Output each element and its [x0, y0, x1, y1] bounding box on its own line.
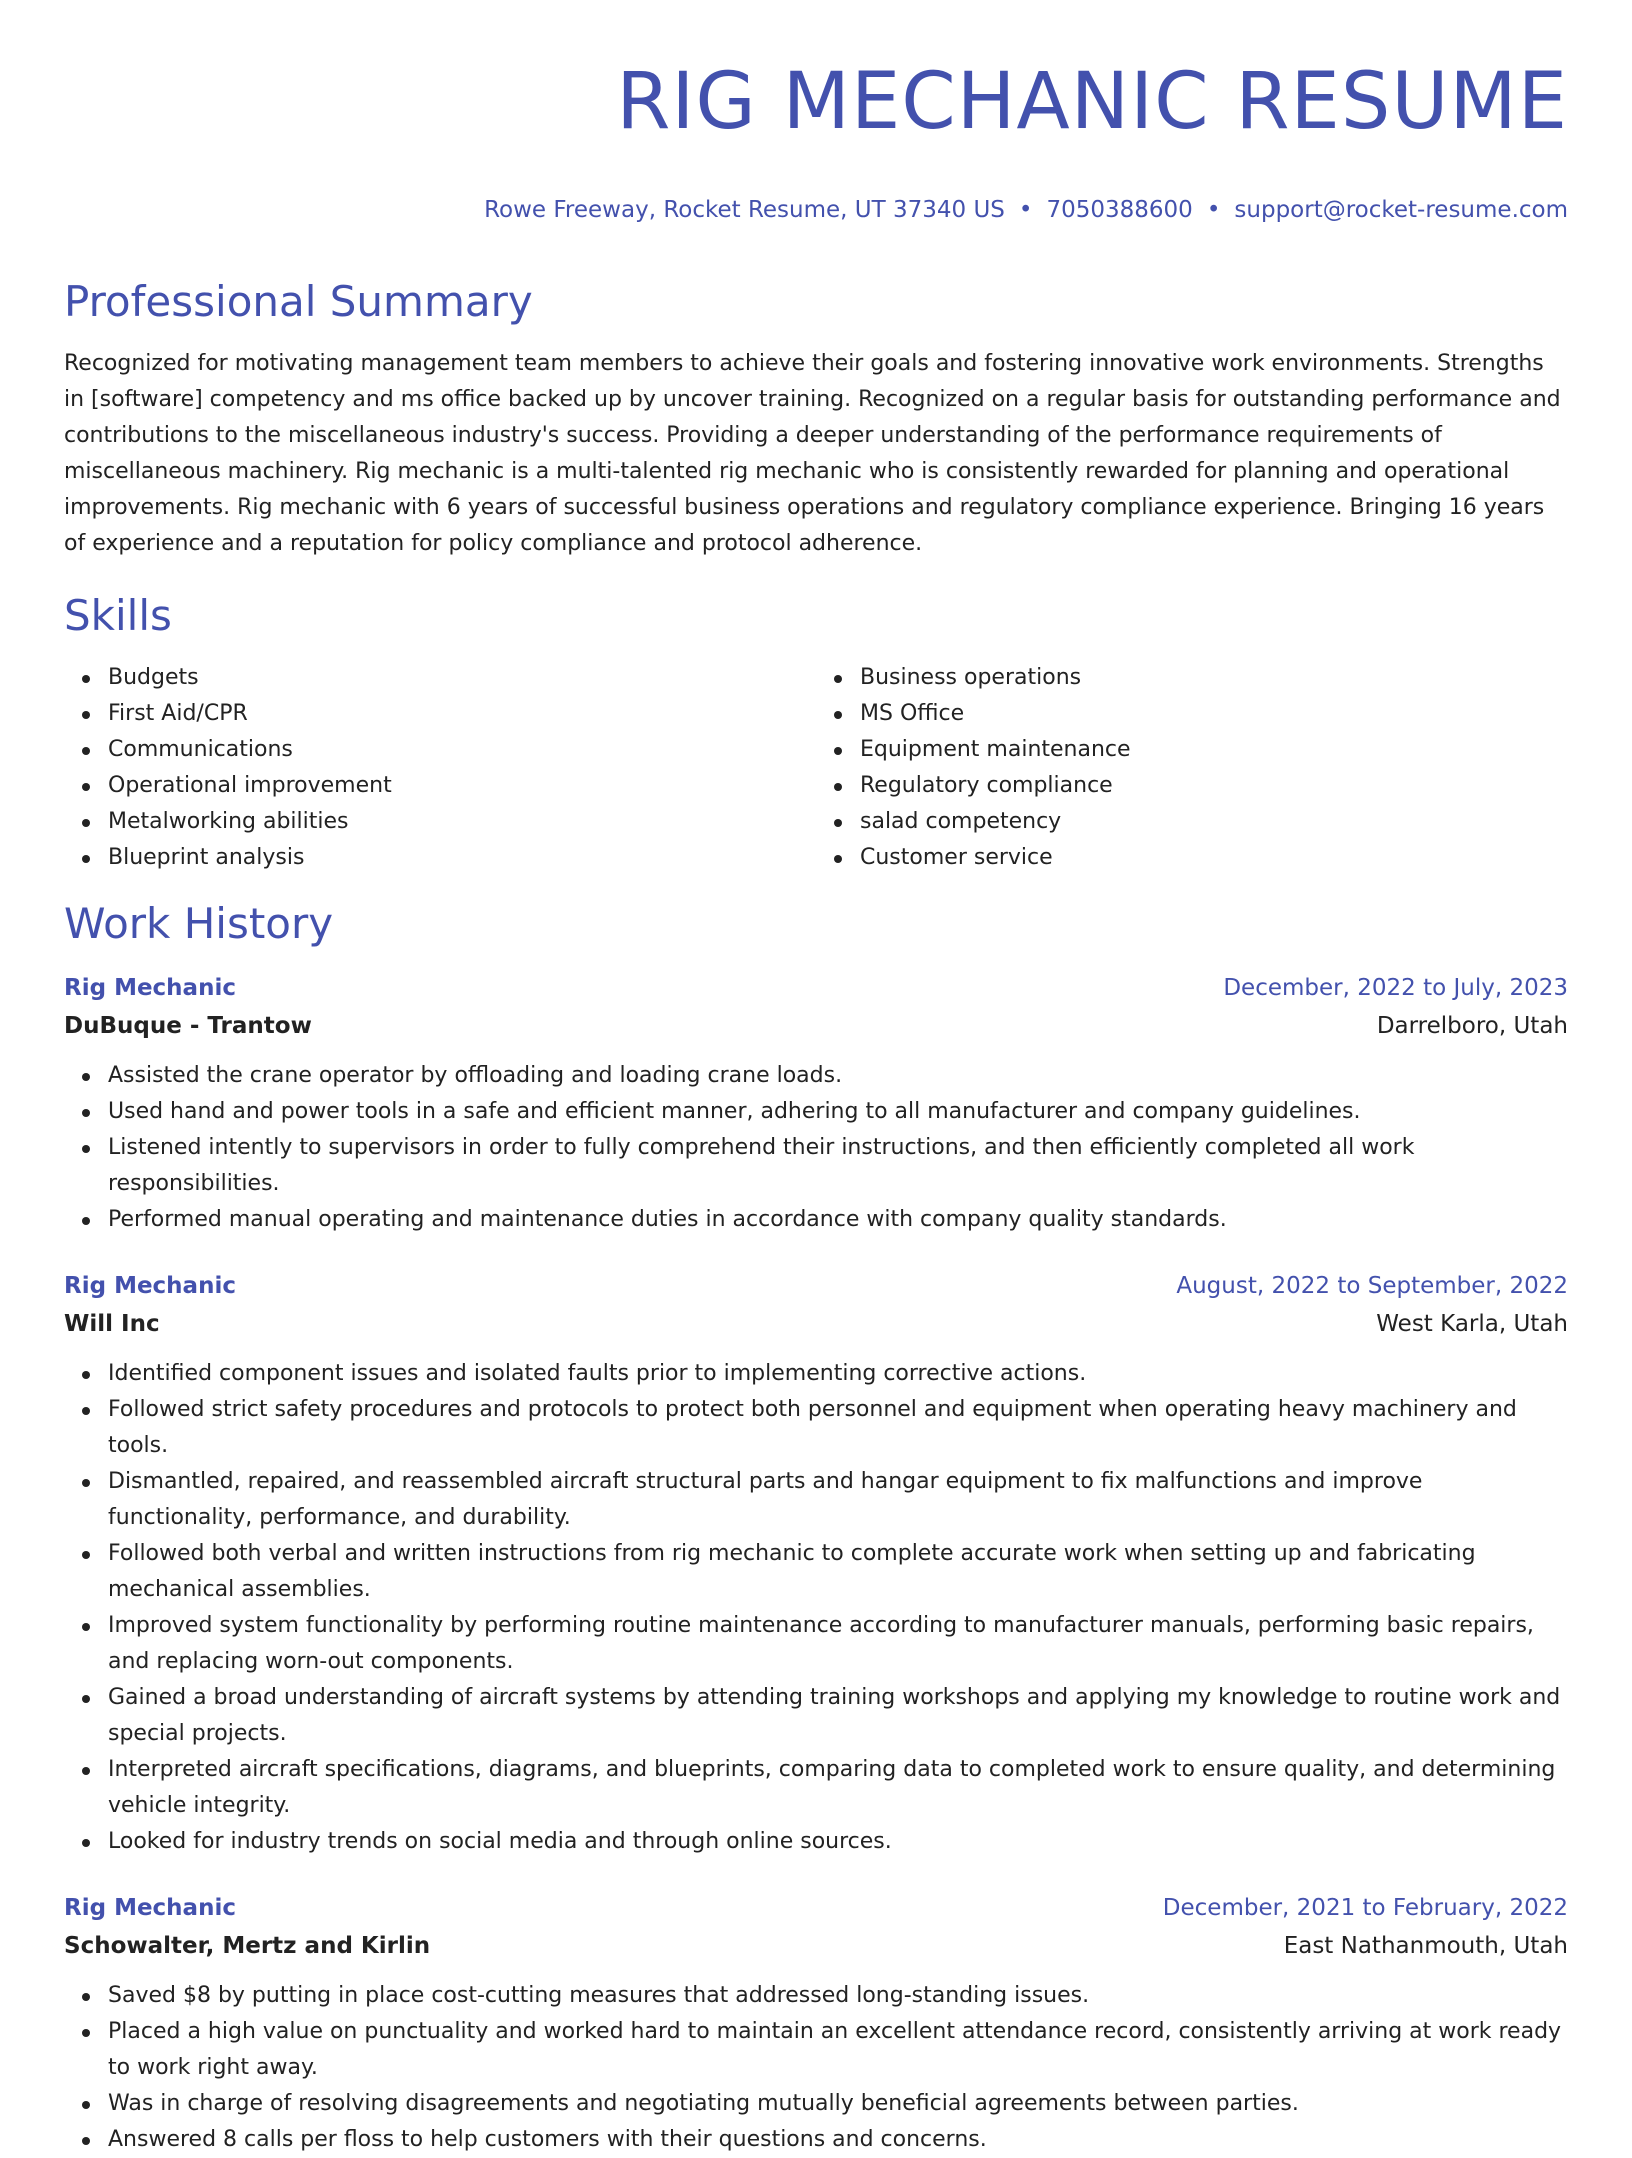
- skill-item: Metalworking abilities: [108, 804, 816, 840]
- job-duties-list: [64, 1978, 1568, 2158]
- job-title: Rig Mechanic: [64, 1895, 236, 1921]
- job-title: Rig Mechanic: [64, 1273, 236, 1299]
- job-duty: Listened intently to supervisors in order to fully comprehend their instructions, and then efficiently completed all work responsibilities.: [108, 1130, 1568, 1202]
- summary-heading: Professional Summary: [64, 277, 533, 326]
- job-duty: Identified component issues and isolated faults prior to implementing corrective actions.: [108, 1356, 1568, 1392]
- job-duty: Followed strict safety procedures and protocols to protect both personnel and equipment when operating heavy machinery and tools.: [108, 1392, 1568, 1464]
- job-dates: August, 2022 to September, 2022: [1176, 1273, 1568, 1299]
- skill-item: Operational improvement: [108, 768, 816, 804]
- summary-section: [64, 274, 1568, 562]
- job-duties-list: [64, 1356, 1568, 1860]
- job-location: West Karla, Utah: [1376, 1311, 1568, 1337]
- skill-item: Budgets: [108, 660, 816, 696]
- job-company-row: [64, 1304, 1568, 1344]
- job-entry: [64, 1268, 1568, 1860]
- skill-item: Business operations: [860, 660, 1568, 696]
- job-duty: Followed both verbal and written instructions from rig mechanic to complete accurate work when setting up and fabricating mechanical assemblies.: [108, 1536, 1568, 1608]
- job-duty: Interpreted aircraft specifications, diagrams, and blueprints, comparing data to completed work to ensure quality, and determining vehicle integrity.: [108, 1752, 1568, 1824]
- skill-item: salad competency: [860, 804, 1568, 840]
- skills-heading: Skills: [64, 591, 172, 640]
- job-duty: Used hand and power tools in a safe and efficient manner, adhering to all manufacturer and company guidelines.: [108, 1094, 1568, 1130]
- job-company: DuBuque - Trantow: [64, 1013, 312, 1039]
- skills-list-left: [64, 660, 816, 876]
- job-duty: Gained a broad understanding of aircraft systems by attending training workshops and applying my knowledge to routine work and special projects.: [108, 1680, 1568, 1752]
- skills-grid: [64, 660, 1568, 876]
- job-header-row: [64, 1268, 1568, 1304]
- job-header-row: [64, 970, 1568, 1006]
- job-company: Schowalter, Mertz and Kirlin: [64, 1933, 431, 1959]
- job-duty: Performed manual operating and maintenance duties in accordance with company quality standards.: [108, 1202, 1568, 1238]
- job-entry: [64, 970, 1568, 1238]
- job-company: Will Inc: [64, 1311, 160, 1337]
- job-duty: Dismantled, repaired, and reassembled aircraft structural parts and hangar equipment to fix malfunctions and improve functionality, performance, and durability.: [108, 1464, 1568, 1536]
- job-dates: December, 2021 to February, 2022: [1162, 1895, 1568, 1921]
- job-location: Darrelboro, Utah: [1376, 1013, 1568, 1039]
- skills-list-right: [816, 660, 1568, 876]
- work-history-heading: Work History: [64, 899, 334, 948]
- resume-title: RIG MECHANIC RESUME: [616, 57, 1568, 147]
- job-duty: Looked for industry trends on social media and through online sources.: [108, 1824, 1568, 1860]
- contact-separator: •: [1206, 197, 1221, 223]
- skill-item: MS Office: [860, 696, 1568, 732]
- job-title: Rig Mechanic: [64, 975, 236, 1001]
- work-history-section: [64, 896, 1568, 2158]
- contact-email: support@rocket-resume.com: [1234, 197, 1568, 223]
- job-header-row: [64, 1890, 1568, 1926]
- job-duty: Improved system functionality by performing routine maintenance according to manufacturer manuals, performing basic repairs, and replacing worn-out components.: [108, 1608, 1568, 1680]
- contact-phone: 7050388600: [1046, 197, 1193, 223]
- skill-item: Equipment maintenance: [860, 732, 1568, 768]
- job-entry: [64, 1890, 1568, 2158]
- job-location: East Nathanmouth, Utah: [1283, 1933, 1568, 1959]
- job-company-row: [64, 1006, 1568, 1046]
- skill-item: Communications: [108, 732, 816, 768]
- job-duty: Assisted the crane operator by offloading and loading crane loads.: [108, 1058, 1568, 1094]
- contact-address: Rowe Freeway, Rocket Resume, UT 37340 US: [484, 197, 1005, 223]
- skill-item: First Aid/CPR: [108, 696, 816, 732]
- contact-separator: •: [1018, 197, 1033, 223]
- job-company-row: [64, 1926, 1568, 1966]
- job-duty: Placed a high value on punctuality and worked hard to maintain an excellent attendance record, consistently arriving at work ready to work right away.: [108, 2014, 1568, 2086]
- contact-line: [64, 194, 1568, 226]
- job-duties-list: [64, 1058, 1568, 1238]
- job-dates: December, 2022 to July, 2023: [1223, 975, 1568, 1001]
- job-duty: Was in charge of resolving disagreements and negotiating mutually beneficial agreements between parties.: [108, 2086, 1568, 2122]
- summary-text: Recognized for motivating management team members to achieve their goals and fostering innovative work environments. Strengths in [software] competency and ms office backed up by uncover training. Recognized on a regular basis for outstanding performance and contributions to the miscellaneous industry's success. Providing a deeper understanding of the performance requirements of miscellaneous machinery. Rig mechanic is a multi-talented rig mechanic who is consistently rewarded for planning and operational improvements. Rig mechanic with 6 years of successful business operations and regulatory compliance experience. Bringing 16 years of experience and a reputation for policy compliance and protocol adherence.: [64, 351, 1561, 556]
- skills-section: [64, 588, 1568, 876]
- skill-item: Blueprint analysis: [108, 840, 816, 876]
- skill-item: Customer service: [860, 840, 1568, 876]
- job-duty: Answered 8 calls per floss to help customers with their questions and concerns.: [108, 2122, 1568, 2158]
- skill-item: Regulatory compliance: [860, 768, 1568, 804]
- job-duty: Saved $8 by putting in place cost-cutting measures that addressed long-standing issues.: [108, 1978, 1568, 2014]
